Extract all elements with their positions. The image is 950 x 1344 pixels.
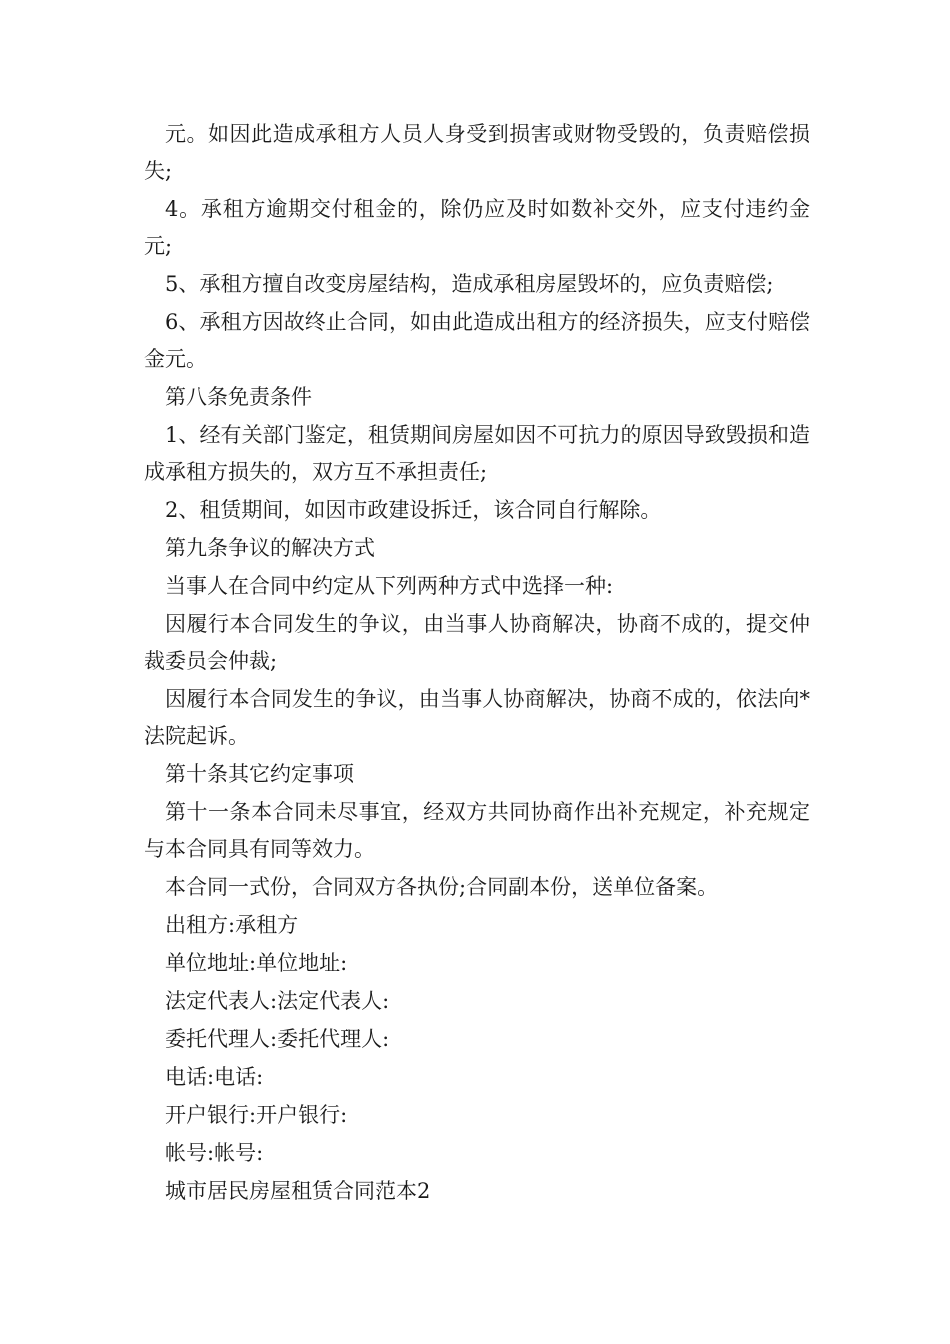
signature-phone: 电话:电话:	[165, 1065, 264, 1089]
signature-bank: 开户银行:开户银行:	[165, 1103, 348, 1127]
signature-parties: 出租方:承租方	[165, 913, 299, 937]
paragraph-article-11: 第十一条本合同未尽事宜，经双方共同协商作出补充规定，补充规定与本合同具有同等效力。	[144, 800, 810, 861]
signature-account: 帐号:帐号:	[165, 1141, 264, 1165]
signature-agent: 委托代理人:委托代理人:	[165, 1027, 390, 1051]
paragraph-early-termination: 6、承租方因故终止合同，如由此造成出租方的经济损失，应支付赔偿金元。	[144, 310, 810, 371]
paragraph-late-rent: 4。承租方逾期交付租金的，除仍应及时如数补交外，应支付违约金元;	[144, 197, 810, 258]
signature-legal-rep: 法定代表人:法定代表人:	[165, 989, 390, 1013]
signature-address: 单位地址:单位地址:	[165, 951, 348, 975]
document-page	[144, 116, 810, 1211]
paragraph-arbitration: 因履行本合同发生的争议，由当事人协商解决，协商不成的，提交仲裁委员会仲裁;	[144, 612, 810, 673]
paragraph-litigation: 因履行本合同发生的争议，由当事人协商解决，协商不成的，依法向*法院起诉。	[144, 687, 810, 748]
heading-article-9: 第九条争议的解决方式	[165, 536, 375, 560]
paragraph-structure-change: 5、承租方擅自改变房屋结构，造成承租房屋毁坏的，应负责赔偿;	[165, 272, 774, 296]
paragraph-dispute-choice: 当事人在合同中约定从下列两种方式中选择一种:	[165, 574, 614, 598]
paragraph-copies: 本合同一式份，合同双方各执份;合同副本份，送单位备案。	[165, 875, 719, 899]
paragraph-demolition: 2、租赁期间，如因市政建设拆迁，该合同自行解除。	[165, 498, 662, 522]
paragraph-force-majeure: 1、经有关部门鉴定，租赁期间房屋如因不可抗力的原因导致毁损和造成承租方损失的，双方互不承担责任;	[144, 423, 810, 484]
next-document-title: 城市居民房屋租赁合同范本2	[165, 1179, 431, 1203]
heading-article-10: 第十条其它约定事项	[165, 762, 354, 786]
paragraph-damage-compensation: 元。如因此造成承租方人员人身受到损害或财物受毁的，负责赔偿损失;	[144, 122, 810, 183]
heading-article-8: 第八条免责条件	[165, 385, 312, 409]
